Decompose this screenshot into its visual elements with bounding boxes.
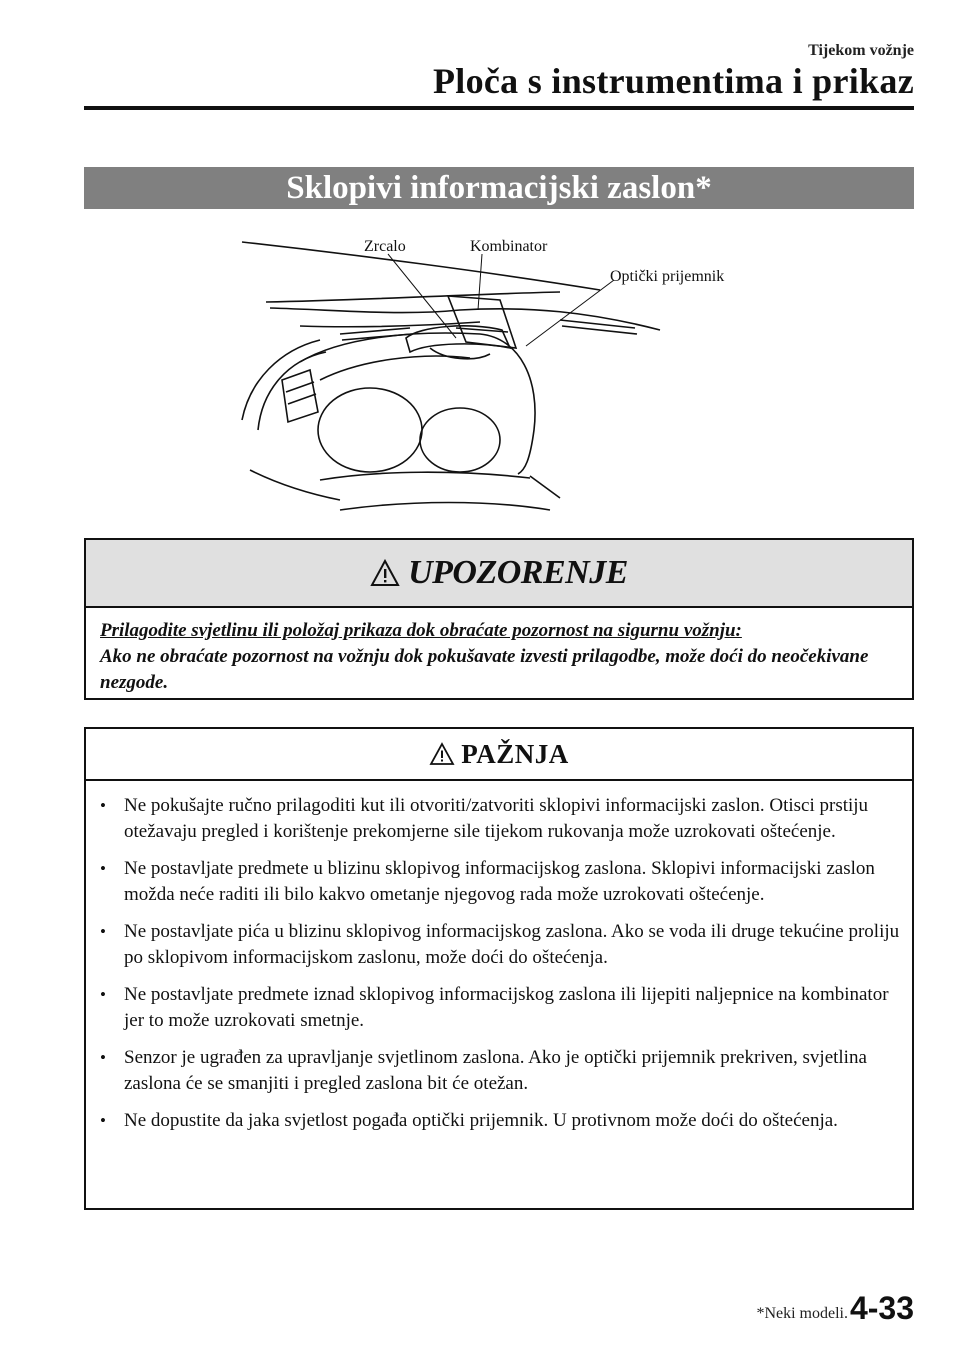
- warning-text: Ako ne obraćate pozornost na vožnju dok pokušavate izvesti prilagodbe, može doći do neočekivane nezgode.: [100, 646, 869, 693]
- header-divider: [84, 106, 914, 110]
- bullet: •: [100, 796, 106, 815]
- label-sensor: Optički prijemnik: [610, 268, 725, 285]
- warning-title: UPOZORENJE: [408, 554, 628, 591]
- caution-title: PAŽNJA: [461, 738, 569, 769]
- section-title-bar: Sklopivi informacijski zaslon*: [84, 167, 914, 209]
- warning-body: [86, 608, 912, 696]
- warning-box: [84, 538, 914, 700]
- list-item-text: Ne dopustite da jaka svjetlost pogađa optički prijemnik. U protivnom može doći do oštećenja.: [124, 1110, 838, 1131]
- dashboard-illustration: [230, 230, 760, 520]
- list-item-text: Ne postavljate predmete u blizinu sklopivog informacijskog zaslona. Sklopivi informacijski zaslon možda neće raditi ili bilo kakvo ometanje njegovog rada može uzrokovati oštećenje.: [124, 858, 875, 905]
- list-item: [100, 982, 900, 1034]
- label-combiner: Kombinator: [470, 238, 548, 255]
- list-item: [100, 856, 900, 908]
- list-item: [100, 919, 900, 971]
- footer-note: *Neki modeli.: [756, 1305, 848, 1322]
- list-item: [100, 793, 900, 845]
- warning-triangle-icon: [370, 559, 400, 587]
- bullet: •: [100, 985, 106, 1004]
- list-item-text: Ne pokušajte ručno prilagoditi kut ili otvoriti/zatvoriti sklopivi informacijski zaslon. Otisci prstiju otežavaju pregled i korištenje prekomjerne sile tijekom rukovanja može uzrokovati oštećenje.: [124, 795, 869, 842]
- bullet: •: [100, 1111, 106, 1130]
- warning-triangle-icon: [429, 742, 455, 766]
- list-item: [100, 1108, 900, 1134]
- bullet: •: [100, 859, 106, 878]
- page-title: Ploča s instrumentima i prikaz: [433, 61, 914, 101]
- bullet: •: [100, 922, 106, 941]
- caution-box: [84, 727, 914, 1210]
- label-mirror: Zrcalo: [364, 238, 406, 255]
- warning-header: [86, 540, 912, 608]
- warning-lead: Prilagodite svjetlinu ili položaj prikaza dok obraćate pozornost na sigurnu vožnju:: [100, 620, 742, 641]
- caution-list: [86, 781, 912, 1134]
- caution-header: [86, 729, 912, 781]
- bullet: •: [100, 1048, 106, 1067]
- list-item-text: Ne postavljate predmete iznad sklopivog informacijskog zaslona ili lijepiti naljepnice na kombinator jer to može uzrokovati smetnje.: [124, 984, 889, 1031]
- list-item: [100, 1045, 900, 1097]
- header-section-label: Tijekom vožnje: [808, 42, 914, 59]
- page-number: 4-33: [849, 1290, 914, 1326]
- list-item-text: Senzor je ugrađen za upravljanje svjetlinom zaslona. Ako je optički prijemnik prekriven, svjetlina zaslona će se smanjiti i pregled zaslona bit će otežan.: [124, 1047, 867, 1094]
- list-item-text: Ne postavljate pića u blizinu sklopivog informacijskog zaslona. Ako se voda ili druge tekućine proliju po sklopivom informacijskom zaslonu, može doći do oštećenja.: [124, 921, 900, 968]
